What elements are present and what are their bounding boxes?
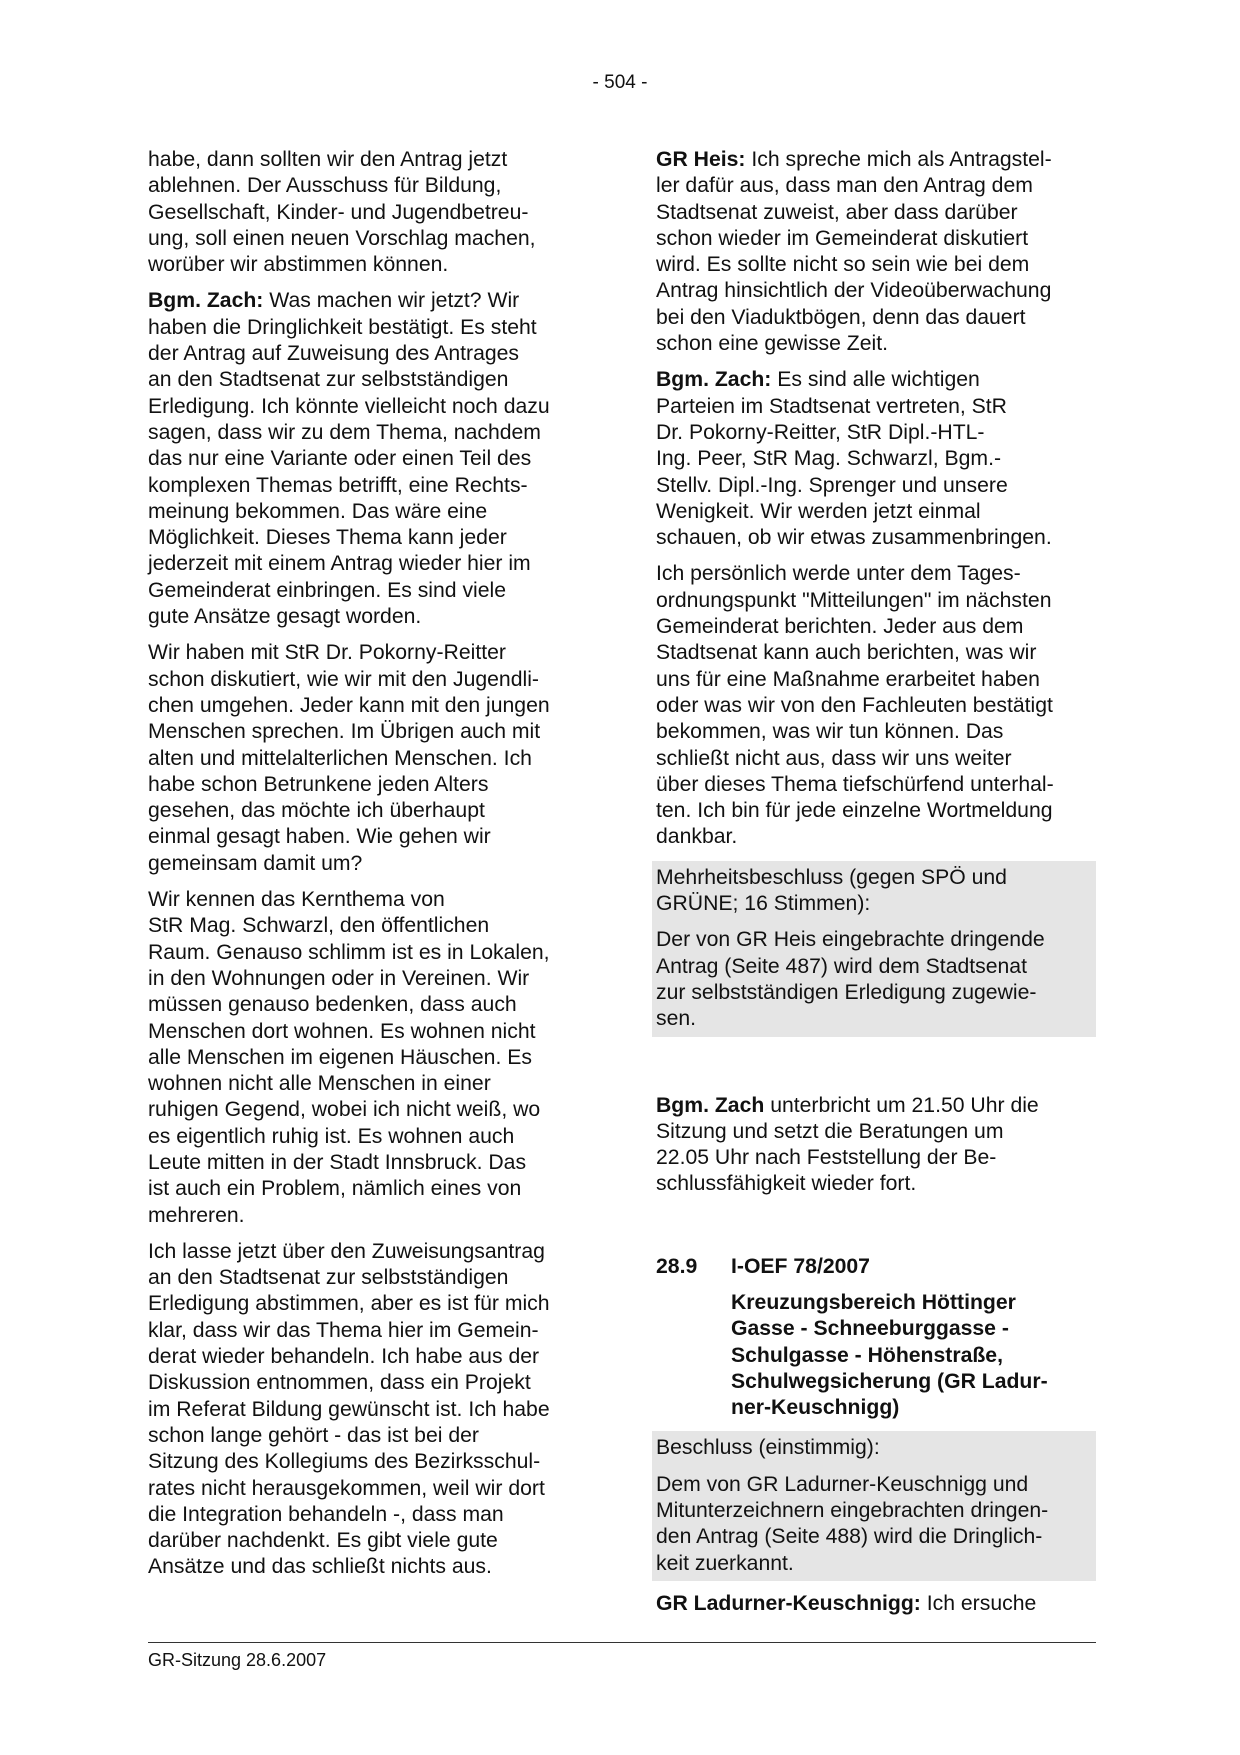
text-line: derat wieder behandeln. Ich habe aus der [148,1345,540,1369]
text-line: ten. Ich bin für jede einzelne Wortmeldung [656,799,1053,823]
text-line: alle Menschen im eigenen Häuschen. Es [148,1045,532,1069]
speaker-name: GR Heis: [656,148,746,171]
text-line: alten und mittelalterlichen Menschen. Ich [148,746,532,770]
text-line: wird. Es sollte nicht so sein wie bei dem [656,253,1030,277]
text-line: den Antrag (Seite 488) wird die Dringlich- [656,1525,1043,1549]
text-line: schauen, ob wir etwas zusammenbringen. [656,526,1052,550]
text-line: Antrag hinsichtlich der Videoüberwachung [656,279,1052,303]
speaker-name: Bgm. Zach: [148,289,264,313]
text-line: Gemeinderat einbringen. Es sind viele [148,578,507,602]
text-line: Erledigung. Ich könnte vielleicht noch dazu [148,394,550,418]
text-line: Parteien im Stadtsenat vertreten, StR [656,394,1007,418]
speech-text: Was machen wir jetzt? Wir [263,289,520,313]
speaker-name: Bgm. Zach: [656,368,772,392]
text-line: gesehen, das möchte ich überhaupt [148,799,485,823]
decision-text [656,1472,1092,1577]
text-line: Kreuzungsbereich Höttinger [731,1290,1016,1314]
text-line: Beschluss (einstimmig): [656,1436,880,1460]
text-line: Sitzung des Kollegiums des Bezirksschul- [148,1450,541,1474]
text-line: Raum. Genauso schlimm ist es in Lokalen, [148,940,550,964]
text-line: uns für eine Maßnahme erarbeitet haben [656,667,1040,691]
text-line: Antrag (Seite 487) wird dem Stadtsenat [656,954,1027,978]
paragraph [148,147,588,278]
text-line: Gasse - Schneeburggasse - [731,1317,1009,1341]
text-line: Möglichkeit. Dieses Thema kann jeder [148,526,507,550]
text-line: habe, dann sollten wir den Antrag jetzt [148,148,508,171]
text-line [656,367,1096,393]
text-line: Ich lasse jetzt über den Zuweisungsantrag [148,1239,545,1263]
text-line: Ich persönlich werde unter dem Tages- [656,562,1021,586]
text-line: StR Mag. Schwarzl, den öffentlichen [148,914,490,938]
paragraph [656,367,1096,551]
text-line: Dr. Pokorny-Reitter, StR Dipl.-HTL- [656,420,985,444]
text-line: ist auch ein Problem, nämlich eines von [148,1177,522,1201]
text-line: Stadtsenat zuweist, aber dass darüber [656,200,1018,224]
text-line: oder was wir von den Fachleuten bestätigt [656,693,1053,717]
speaker-name: GR Ladurner-Keuschnigg: [656,1591,921,1615]
text-line: in den Wohnungen oder in Vereinen. Wir [148,966,530,990]
text-line: schon wieder im Gemeinderat diskutiert [656,226,1029,250]
text-line: meinung bekommen. Das wäre eine [148,499,488,523]
paragraph [656,1591,1096,1617]
text-line: über dieses Thema tiefschürfend unterhal- [656,772,1054,796]
text-line: ler dafür aus, dass man den Antrag dem [656,174,1033,198]
text-line: Wir kennen das Kernthema von [148,888,445,912]
text-line: dankbar. [656,825,738,849]
text-line: keit zuerkannt. [656,1551,794,1575]
text-line: an den Stadtsenat zur selbstständigen [148,368,509,392]
text-line: worüber wir abstimmen können. [148,253,449,277]
text-line: chen umgehen. Jeder kann mit den jungen [148,693,550,717]
agenda-item-code: I-OEF 78/2007 [731,1254,870,1278]
agenda-item-title [731,1290,1096,1421]
text-line: das nur eine Variante oder einen Teil des [148,447,532,471]
text-line: Diskussion entnommen, dass ein Projekt [148,1371,531,1395]
text-line: wohnen nicht alle Menschen in einer [148,1072,491,1096]
text-line: komplexen Themas betrifft, eine Rechts- [148,473,528,497]
text-line: gemeinsam damit um? [148,851,363,875]
footer-divider [148,1642,1096,1643]
text-line: sen. [656,1007,697,1031]
text-line: habe schon Betrunkene jeden Alters [148,772,489,796]
text-line: schon lange gehört - das ist bei der [148,1423,479,1447]
text-line: gute Ansätze gesagt worden. [148,605,422,629]
text-line: schon diskutiert, wie wir mit den Jugendli- [148,667,539,691]
speech-text: unterbricht um 21.50 Uhr die [764,1093,1039,1117]
text-line [656,1093,1096,1119]
speech-text: Ich spreche mich als Antragstel- [745,148,1052,171]
text-line: Der von GR Heis eingebrachte dringende [656,928,1045,952]
paragraph [656,561,1096,850]
text-line: bei den Viaduktbögen, denn das dauert [656,305,1026,329]
text-line: sagen, dass wir zu dem Thema, nachdem [148,420,541,444]
text-line: 22.05 Uhr nach Feststellung der Be- [656,1146,997,1170]
text-line: Schulgasse - Höhenstraße, [731,1343,1003,1367]
agenda-item-number: 28.9 [656,1254,698,1278]
text-line: zur selbstständigen Erledigung zugewie- [656,980,1037,1004]
text-line: es eigentlich ruhig ist. Es wohnen auch [148,1124,515,1148]
text-line: Wir haben mit StR Dr. Pokorny-Reitter [148,641,506,665]
text-line: mehreren. [148,1203,245,1227]
text-line: schon eine gewisse Zeit. [656,332,889,356]
text-line: ner-Keuschnigg) [731,1396,900,1420]
text-line [148,288,588,314]
text-line: im Referat Bildung gewünscht ist. Ich habe [148,1397,550,1421]
text-line: bekommen, was wir tun können. Das [656,720,1004,744]
decision-box [652,1431,1096,1580]
speech-text: Ich ersuche [920,1591,1037,1615]
text-line: Menschen sprechen. Im Übrigen auch mit [148,720,541,744]
text-line: ordnungspunkt "Mitteilungen" im nächsten [656,588,1052,612]
text-line: darüber nachdenkt. Es gibt viele gute [148,1529,498,1553]
vote-result [656,865,1092,918]
text-line: jederzeit mit einem Antrag wieder hier im [148,552,531,576]
text-line: der Antrag auf Zuweisung des Antrages [148,342,520,366]
text-line: Mitunterzeichnern eingebrachten dringen- [656,1499,1049,1523]
text-line: haben die Dringlichkeit bestätigt. Es steht [148,315,537,339]
vote-result [656,1435,1092,1461]
left-column [148,147,588,1591]
paragraph [656,147,1096,357]
speech-text: Es sind alle wichtigen [771,368,980,392]
right-column [656,147,1096,1627]
paragraph [148,887,588,1229]
page-number: - 504 - [592,72,648,93]
paragraph [656,1093,1096,1198]
text-line: rates nicht herausgekommen, weil wir dort [148,1476,545,1500]
paragraph [148,640,588,877]
text-line: Sitzung und setzt die Beratungen um [656,1119,1004,1143]
text-line: müssen genauso bedenken, dass auch [148,993,517,1017]
text-line: die Integration behandeln -, dass man [148,1502,504,1526]
text-line: Leute mitten in der Stadt Innsbruck. Das [148,1150,527,1174]
text-line: schließt nicht aus, dass wir uns weiter [656,746,1012,770]
text-line: Gesellschaft, Kinder- und Jugendbetreu- [148,200,529,224]
paragraph [148,288,588,630]
text-line: Wenigkeit. Wir werden jetzt einmal [656,499,981,523]
text-line [656,147,1096,173]
text-line: Erledigung abstimmen, aber es ist für mich [148,1292,550,1316]
text-line: Stellv. Dipl.-Ing. Sprenger und unsere [656,473,1008,497]
text-line: Schulwegsicherung (GR Ladur- [731,1369,1048,1393]
agenda-item-heading [656,1254,1096,1280]
text-line: Mehrheitsbeschluss (gegen SPÖ und [656,865,1007,889]
text-line: Ing. Peer, StR Mag. Schwarzl, Bgm.- [656,447,1002,471]
text-line: Stadtsenat kann auch berichten, was wir [656,641,1037,665]
text-line [656,1591,1096,1617]
speaker-name: Bgm. Zach [656,1093,765,1117]
decision-text [656,927,1092,1032]
text-line: Ansätze und das schließt nichts aus. [148,1555,492,1579]
decision-box [652,861,1096,1037]
text-line: Gemeinderat berichten. Jeder aus dem [656,615,1024,639]
text-line: klar, dass wir das Thema hier im Gemein- [148,1318,539,1342]
text-line: Dem von GR Ladurner-Keuschnigg und [656,1472,1029,1496]
text-line: Menschen dort wohnen. Es wohnen nicht [148,1019,536,1043]
text-line: ablehnen. Der Ausschuss für Bildung, [148,174,502,198]
footer: GR-Sitzung 28.6.2007 [148,1650,327,1670]
text-line: GRÜNE; 16 Stimmen): [656,892,871,916]
text-line: ung, soll einen neuen Vorschlag machen, [148,226,536,250]
text-line: schlussfähigkeit wieder fort. [656,1172,917,1196]
text-line: einmal gesagt haben. Wie gehen wir [148,825,491,849]
text-line: ruhigen Gegend, wobei ich nicht weiß, wo [148,1098,541,1122]
paragraph [148,1239,588,1581]
text-line: an den Stadtsenat zur selbstständigen [148,1266,509,1290]
